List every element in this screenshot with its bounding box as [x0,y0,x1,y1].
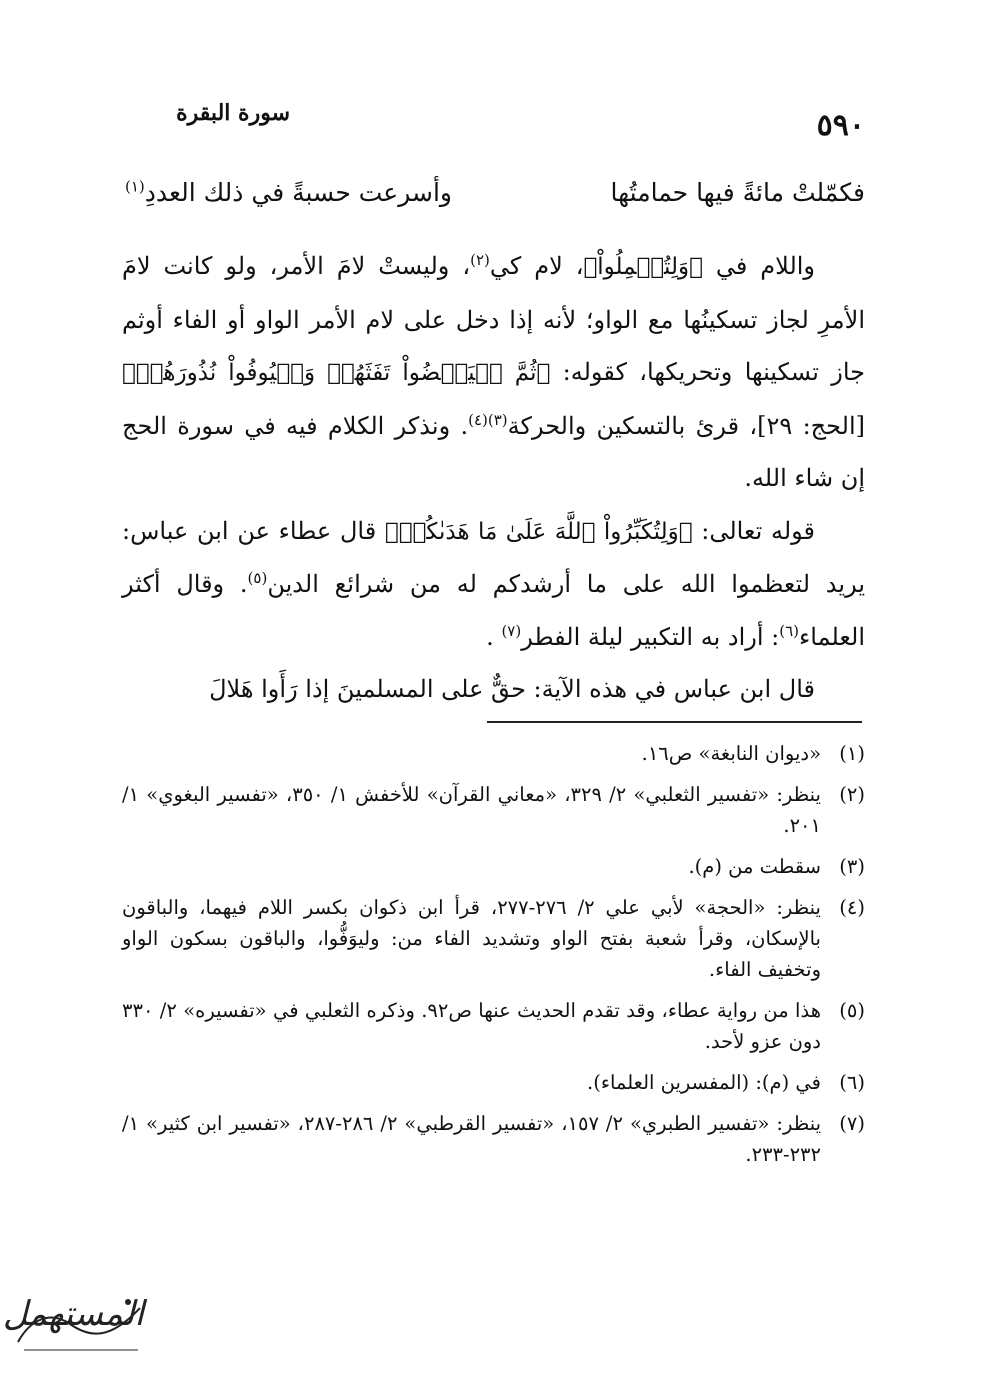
footnote-ref: (٦) [779,621,800,640]
footnote-item [122,738,865,769]
footnote-ref: (١) [125,177,145,196]
footnote-item [122,995,865,1057]
paragraph: قال ابن عباس في هذه الآية: حقٌّ على المسلمينَ إذا رَأَوا هَلالَ [209,675,815,703]
poetry-verse [120,178,865,224]
footnote-ref: (٥) [247,569,268,587]
quran-quote: ﴿وَلِتُكَبِّرُواْ ٱللَّهَ عَلَىٰ مَا هَدَىٰكُمۡ﴾ [384,518,693,545]
footnote-item [122,1067,865,1098]
footnote-number: (٥) [839,999,865,1022]
footnote-number: (١) [839,742,865,765]
footnote-text: ينظر: «تفسير الطبري» ٢/ ١٥٧، «تفسير القرطبي» ٢/ ٢٨٦-٢٨٧، «تفسير ابن كثير» ١/ ٢٣٢-٢٣٣. [122,1112,822,1166]
publisher-logo-text: المستهمل [2,1294,144,1334]
footnote-ref: (٧) [501,621,522,640]
footnote-text: «ديوان النابغة» ص١٦. [641,742,821,765]
footnote-number: (٢) [839,783,865,806]
quran-quote: ﴿ثُمَّ لۡيَقۡضُواْ تَفَثَهُمۡ وَلۡيُوفُواْ نُذُورَهُمۡ﴾ [122,360,551,386]
footnote-ref: (٣)(٤) [468,410,508,429]
quran-quote: ﴿وَلِتُكۡمِلُواْ﴾ [583,254,703,280]
footnote-number: (٤) [839,896,865,919]
footnote-text: ينظر: «تفسير الثعلبي» ٢/ ٣٢٩، «معاني القرآن» للأخفش ١/ ٣٥٠، «تفسير البغوي» ١/ ٢٠١. [122,783,821,837]
footnote-item [122,892,865,985]
footnote-ref: (٢) [470,251,490,269]
paragraph: قوله تعالى: ﴿وَلِتُكَبِّرُواْ ٱللَّهَ عَلَىٰ مَا هَدَىٰكُمۡ﴾ قال عطاء عن ابن عباس: يريد لتعظموا الله على ما أرشدكم له من شرائع الدين$^{(٥)}$. وقال أكثر العلماء$^{(٦)}$: أراد به التكبير ليلة الفطر$^{(٧)}$ . [122,516,865,651]
page-number: ٥٩٠ [816,108,865,143]
footnote-text: في (م): (المفسرين العلماء). [587,1071,821,1094]
footnote-number: (٣) [839,855,865,878]
footnotes [122,738,865,1180]
footnote-item [122,851,865,882]
footnote-number: (٦) [839,1071,865,1094]
footnote-item [122,1108,865,1170]
footnote-text: هذا من رواية عطاء، وقد تقدم الحديث عنها ص٩٢. وذكره الثعلبي في «تفسيره» ٢/ ٣٣٠ دون عزو لأحد. [122,999,821,1053]
footnote-separator [487,721,862,723]
footnote-text: سقطت من (م). [688,855,821,878]
verse-first-hemistich: فكمّلتْ مائةً فيها حمامتُها [610,178,865,207]
footnote-item [122,779,865,841]
paragraph: واللام في ﴿وَلِتُكۡمِلُواْ﴾، لام كي$^{(٢)}$، وليستْ لامَ الأمر، ولو كانت لامَ الأمرِ لجاز تسكينُها مع الواو؛ لأنه إذا دخل على لام الأمر الواو أو الفاء أوثم جاز تسكينها وتحريكها، كقوله: ﴿ثُمَّ لۡيَقۡضُواْ تَفَثَهُمۡ وَلۡيُوفُواْ نُذُورَهُمۡ﴾ [الحج: ٢٩]، قرئ بالتسكين والحركة$^{(٣)(٤)}$. ونذكر الكلام فيه في سورة الحج إن شاء الله. [122,251,866,492]
running-title: سورة البقرة [176,100,290,126]
footnote-number: (٧) [839,1112,865,1135]
footnote-text: ينظر: «الحجة» لأبي علي ٢/ ٢٧٦-٢٧٧، قرأ ابن ذكوان بكسر اللام فيهما، والباقون بالإسكان، وقرأ شعبة بفتح الواو وتشديد الفاء من: وليوَفُّوا، والباقون بسكون الواو وتخفيف الفاء. [122,896,821,981]
main-text [122,240,865,716]
verse-second-hemistich: وأسرعت حسبةً في ذلك العددِ$^{(١)}$ [125,177,452,207]
